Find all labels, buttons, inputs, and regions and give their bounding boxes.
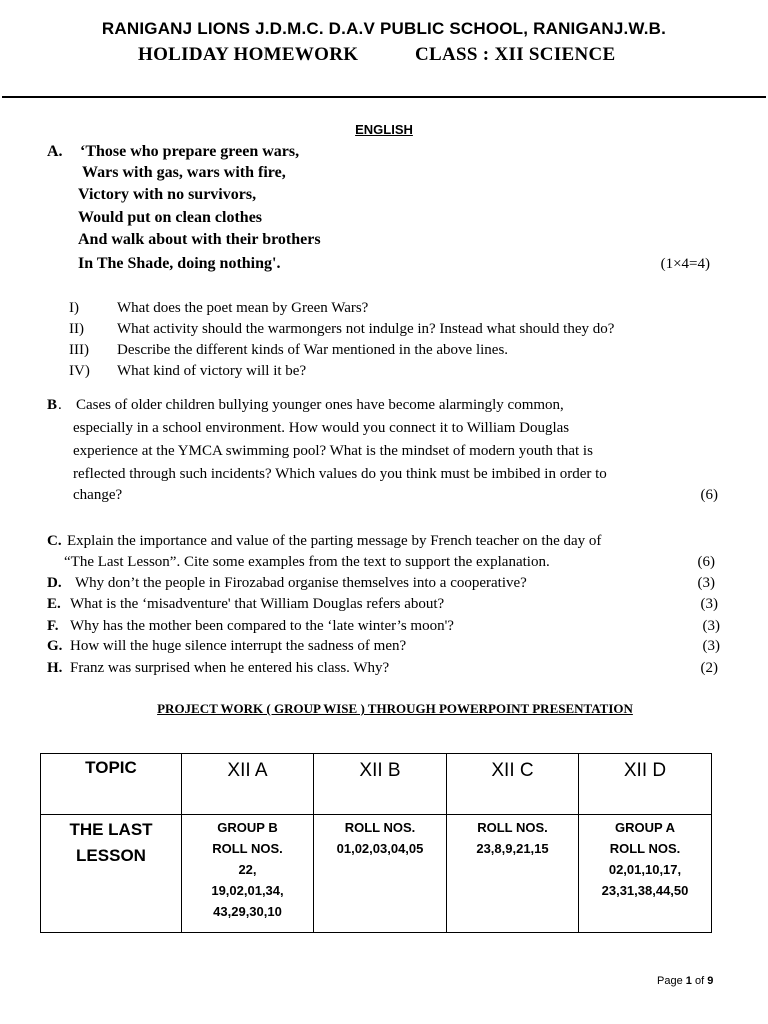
subject-heading: ENGLISH — [355, 122, 413, 137]
section-b-dot: . — [58, 397, 62, 413]
marks: (3) — [702, 638, 720, 654]
question-text: Franz was surprised when he entered his class. Why? — [70, 660, 390, 676]
question-text: What is the ‘misadventure' that William Douglas refers about? — [70, 596, 445, 612]
question-label: C. — [47, 533, 62, 549]
cell-line: 02,01,10,17, — [608, 862, 682, 877]
question-text: Describe the different kinds of War mentioned in the above lines. — [117, 342, 509, 358]
cell-line: GROUP B — [217, 820, 278, 835]
question-text: What activity should the warmongers not indulge in? Instead what should they do? — [117, 321, 615, 337]
poem-line: Wars with gas, wars with fire, — [82, 164, 286, 181]
question-label: D. — [47, 575, 62, 591]
section-a-label: A. — [47, 143, 63, 160]
page-number — [657, 975, 713, 987]
xii-a-cell — [182, 815, 314, 933]
page-word: Page — [657, 975, 683, 987]
cell-line: 43,29,30,10 — [213, 904, 282, 919]
paragraph-line: reflected through such incidents? Which values do you think must be imbibed in order to — [73, 466, 607, 482]
xii-c-cell — [447, 815, 579, 933]
question-text: Explain the importance and value of the parting message by French teacher on the day of — [67, 533, 602, 549]
table-header-cell: XII D — [579, 754, 712, 815]
question-text: “The Last Lesson”. Cite some examples from the text to support the explanation. — [64, 554, 550, 570]
project-table — [40, 753, 712, 933]
poem-line: ‘Those who prepare green wars, — [80, 143, 300, 160]
page-current: 1 — [685, 975, 692, 987]
question-label: G. — [47, 638, 63, 654]
cell-line: 22, — [238, 862, 257, 877]
cell-line: ROLL NOS. — [212, 841, 283, 856]
header-divider — [2, 96, 766, 98]
question-text: What does the poet mean by Green Wars? — [117, 300, 369, 316]
paragraph-line: Cases of older children bullying younger ones have become alarmingly common, — [76, 397, 564, 413]
question-number: IV) — [69, 363, 90, 379]
question-text: Why has the mother been compared to the ‘late winter’s moon'? — [70, 618, 454, 634]
cell-line: ROLL NOS. — [477, 820, 548, 835]
page-total: 9 — [707, 975, 714, 987]
poem-line: Would put on clean clothes — [78, 209, 263, 226]
poem-line: Victory with no survivors, — [78, 186, 257, 203]
table-row — [41, 815, 712, 933]
table-header-cell: TOPIC — [41, 754, 182, 815]
question-number: III) — [69, 342, 89, 358]
marks: (6) — [697, 554, 715, 570]
table-header-row — [41, 754, 712, 815]
paragraph-line: experience at the YMCA swimming pool? What is the mindset of modern youth that is — [73, 443, 593, 459]
marks: (6) — [700, 487, 718, 503]
cell-line: 01,02,03,04,05 — [336, 841, 424, 856]
document-title: HOLIDAY HOMEWORK — [138, 44, 359, 65]
marks: (3) — [700, 596, 718, 612]
question-text: Why don’t the people in Firozabad organise themselves into a cooperative? — [75, 575, 527, 591]
question-label: F. — [47, 618, 59, 634]
cell-line: GROUP A — [615, 820, 675, 835]
table-header-cell: XII B — [314, 754, 447, 815]
table-header-cell: XII A — [182, 754, 314, 815]
marks: (2) — [700, 660, 718, 676]
school-name: RANIGANJ LIONS J.D.M.C. D.A.V PUBLIC SCHOOL, RANIGANJ.W.B. — [101, 19, 667, 38]
cell-line: 19,02,01,34, — [211, 883, 284, 898]
paragraph-line: change? — [73, 487, 123, 503]
class-label: CLASS : XII SCIENCE — [415, 44, 616, 65]
cell-line: 23,31,38,44,50 — [601, 883, 689, 898]
cell-line: 23,8,9,21,15 — [476, 841, 549, 856]
xii-d-cell — [579, 815, 712, 933]
cell-line: ROLL NOS. — [609, 841, 681, 856]
topic-line: LESSON — [76, 846, 146, 865]
poem-line: And walk about with their brothers — [78, 231, 321, 248]
project-heading: PROJECT WORK ( GROUP WISE ) THROUGH POWERPOINT PRESENTATION — [157, 701, 633, 716]
question-text: What kind of victory will it be? — [117, 363, 307, 379]
paragraph-line: especially in a school environment. How would you connect it to William Douglas — [73, 420, 570, 436]
marks: (1×4=4) — [660, 256, 710, 272]
question-label: H. — [47, 660, 63, 676]
topic-line: THE LAST — [69, 820, 153, 839]
marks: (3) — [702, 618, 720, 634]
topic-cell — [41, 815, 182, 933]
of-word: of — [694, 975, 705, 987]
marks: (3) — [697, 575, 715, 591]
cell-line: ROLL NOS. — [344, 820, 416, 835]
question-label: E. — [47, 596, 61, 612]
section-b-label: B — [47, 397, 58, 413]
xii-b-cell — [314, 815, 447, 933]
question-number: II) — [69, 321, 84, 337]
question-text: How will the huge silence interrupt the sadness of men? — [70, 638, 407, 654]
poem-line: In The Shade, doing nothing'. — [78, 255, 281, 272]
table-header-cell: XII C — [447, 754, 579, 815]
question-number: I) — [69, 300, 79, 316]
